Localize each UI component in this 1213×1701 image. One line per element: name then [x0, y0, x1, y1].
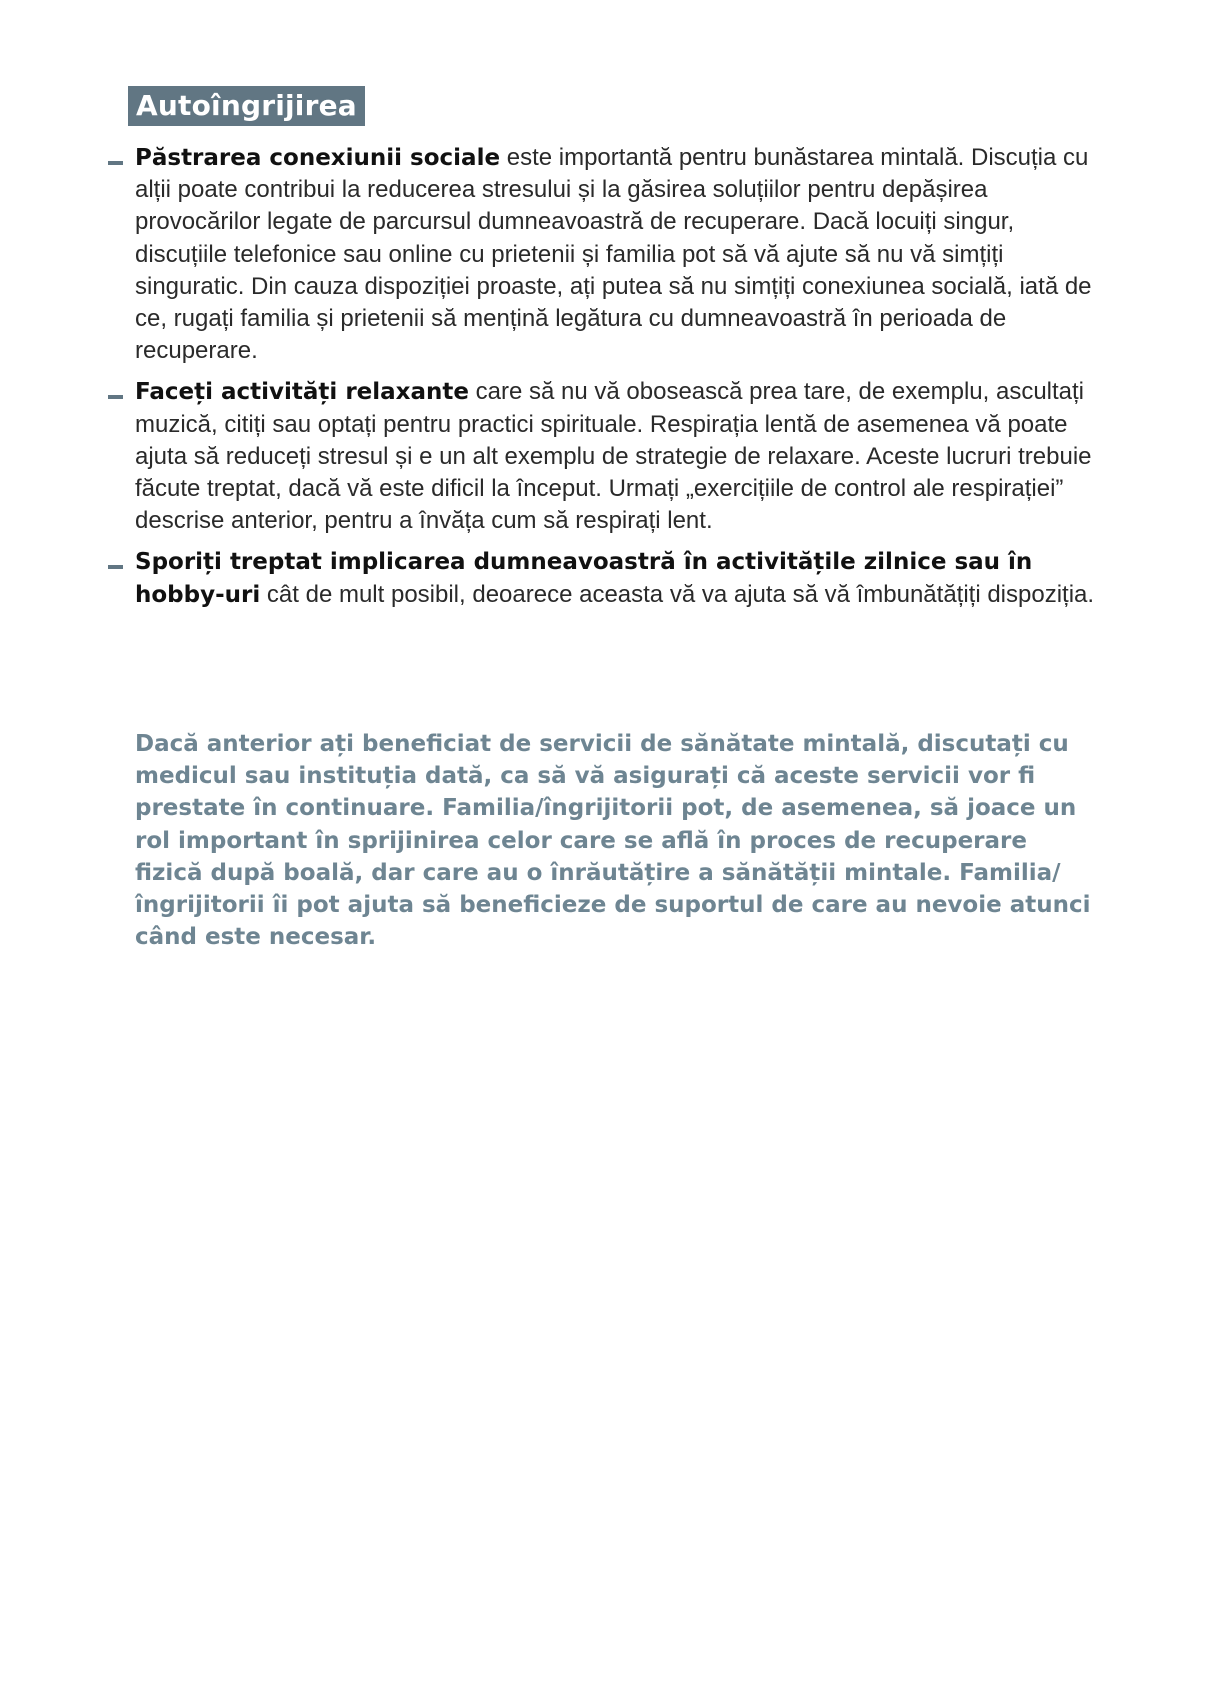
bullet-item-daily-activities — [104, 546, 1104, 610]
bullet-item-social-connection — [104, 142, 1104, 367]
bullet-lead-text: Sporiți treptat implicarea dumneavoastră în activitățile zilnice sau în hobby-uri — [135, 549, 1033, 608]
bullet-body-text: este importantă pentru bunăstarea mintală. Discuția cu alții poate contribui la reducerea stresului și la găsirea soluțiilor pentru depășirea provocărilor legate de parcursul dumneavoastră de recuperare. Dacă locuiți singur, discuțiile telefonice sau online cu prietenii și familia pot să vă ajute să nu vă simțiți singuratic. Din cauza dispoziției proaste, ați putea să nu simțiți conexiunea socială, iată de ce, rugați familia și prietenii să mențină legătura cu dumneavoastră în perioada de recuperare. — [135, 144, 1092, 365]
highlighted-note: Dacă anterior ați beneficiat de servicii de sănătate mintală, discutați cu medicul sau instituția dată, ca să vă asigurați că aceste servicii vor fi prestate în continuare. Familia/îngrijitorii pot, de asemenea, să joace un rol important în sprijinirea celor care se află în proces de recuperare fizică după boală, dar care au o înrăutățire a sănătății mintale. Familia/ îngrijitorii îi pot ajuta să beneficieze de suportul de care au nevoie atunci când este necesar. — [135, 731, 1091, 951]
bullet-lead-text: Păstrarea conexiunii sociale — [135, 145, 501, 171]
section-heading: Autoîngrijirea — [128, 86, 365, 126]
dash-bullet-icon — [108, 395, 123, 399]
bullet-lead-text: Faceți activități relaxante — [135, 379, 469, 406]
dash-bullet-icon — [108, 565, 123, 569]
dash-bullet-icon — [108, 161, 123, 165]
bullet-list — [104, 142, 1104, 620]
bullet-body-text: care să nu vă obosească prea tare, de exemplu, ascultați muzică, citiți sau optați pentru practici spirituale. Respirația lentă de asemenea vă poate ajuta să reduceți stresul și e un alt exemplu de strategie de relaxare. Aceste lucruri trebuie făcute treptat, dacă vă este dificil la început. Urmați „exercițiile de control ale respirației” descrise anterior, pentru a învăța cum să respirați lent. — [135, 378, 1092, 535]
bullet-item-relaxing-activities — [104, 376, 1104, 537]
bullet-body-text: cât de mult posibil, deoarece aceasta vă va ajuta să vă îmbunătățiți dispoziția. — [260, 580, 1095, 608]
